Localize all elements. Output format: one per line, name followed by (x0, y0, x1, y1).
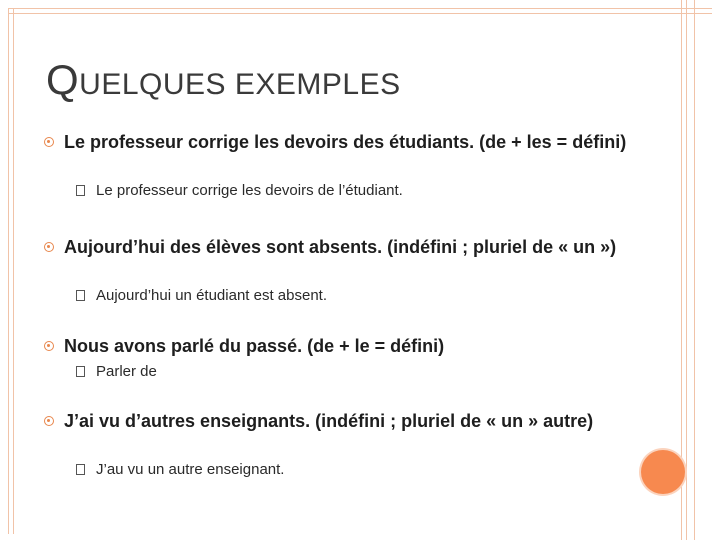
sub-bullet-text: Aujourd’hui un étudiant est absent. (96, 287, 327, 304)
decorative-border-left (8, 8, 14, 534)
bullet-item-2 (44, 235, 644, 259)
bullet-marker-icon (44, 416, 54, 426)
sub-bullet-text: Le professeur corrige les devoirs de l’étudiant. (96, 182, 403, 199)
bullet-marker-icon (44, 341, 54, 351)
bullet-text: Nous avons parlé du passé. (de + le = défini) (64, 336, 445, 356)
sub-bullet-2 (76, 286, 636, 306)
sub-bullet-text: Parler de (96, 363, 157, 380)
bullet-item-1 (44, 130, 644, 154)
sub-bullet-3 (76, 362, 636, 382)
bullet-marker-icon (44, 137, 54, 147)
sub-bullet-4 (76, 460, 636, 480)
bullet-item-4 (44, 409, 644, 433)
checkbox-bullet-icon (76, 464, 85, 475)
decorative-circle (641, 450, 685, 494)
bullet-text: J’ai vu d’autres enseignants. (indéfini ; pluriel de « un » autre) (64, 411, 594, 431)
checkbox-bullet-icon (76, 366, 85, 377)
checkbox-bullet-icon (76, 290, 85, 301)
checkbox-bullet-icon (76, 185, 85, 196)
bullet-text: Aujourd’hui des élèves sont absents. (indéfini ; pluriel de « un ») (64, 237, 617, 257)
bullet-marker-icon (44, 242, 54, 252)
slide-title (46, 56, 401, 104)
bullet-item-3 (44, 334, 644, 358)
title-rest: UELQUES EXEMPLES (79, 68, 401, 101)
sub-bullet-text: J’au vu un autre enseignant. (96, 461, 285, 478)
title-first-letter: Q (46, 56, 80, 103)
bullet-text: Le professeur corrige les devoirs des étudiants. (de + les = défini) (64, 132, 627, 152)
decorative-side-rail (681, 0, 695, 540)
decorative-border-top (8, 8, 712, 14)
sub-bullet-1 (76, 181, 636, 201)
